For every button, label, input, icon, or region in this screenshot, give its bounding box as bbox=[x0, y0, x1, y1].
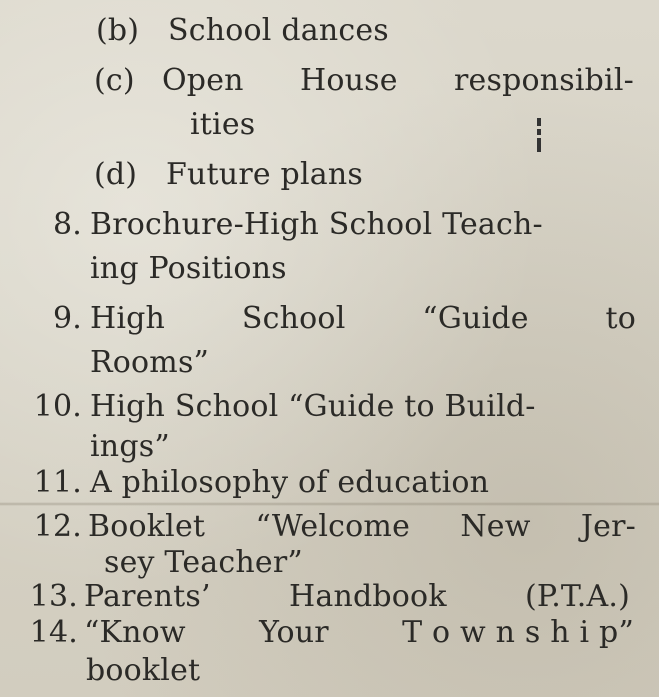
word: to bbox=[605, 301, 636, 336]
item-text-line-1 bbox=[88, 510, 636, 544]
item-number: 8. bbox=[52, 207, 82, 242]
word: New bbox=[460, 509, 531, 544]
item-number: 12. bbox=[33, 509, 82, 544]
paper-fold-line bbox=[0, 502, 659, 506]
item-marker: (b) bbox=[96, 13, 140, 48]
word: Your bbox=[259, 615, 329, 650]
list-item-12 bbox=[0, 510, 659, 580]
item-number: 14. bbox=[29, 615, 78, 650]
word: “Guide bbox=[422, 301, 529, 336]
word: House bbox=[299, 63, 398, 98]
word: Open bbox=[162, 63, 244, 98]
item-text-line-1: High School “Guide to Build- bbox=[90, 389, 536, 424]
item-text-line-1 bbox=[162, 64, 634, 98]
word: Jer- bbox=[580, 509, 636, 544]
item-text-line-2: ities bbox=[190, 107, 256, 142]
list-item-8 bbox=[0, 208, 659, 288]
item-number: 11. bbox=[33, 465, 82, 500]
item-text-line-2: ing Positions bbox=[90, 251, 287, 286]
item-text: School dances bbox=[168, 13, 389, 48]
word: Parents’ bbox=[84, 579, 211, 614]
list-item-c bbox=[94, 64, 634, 144]
item-text-line-2: sey Teacher” bbox=[104, 545, 303, 580]
item-text-line-1 bbox=[84, 580, 630, 614]
word: “Welcome bbox=[255, 509, 411, 544]
item-text-line-1: Brochure-High School Teach- bbox=[90, 207, 543, 242]
word: (P.T.A.) bbox=[524, 579, 630, 614]
word: T o w n s h i p” bbox=[402, 615, 634, 650]
item-marker: (d) bbox=[94, 157, 138, 192]
list-item-14 bbox=[0, 616, 659, 692]
item-number: 10. bbox=[33, 389, 82, 424]
item-text: Future plans bbox=[166, 157, 363, 192]
word: Handbook bbox=[289, 579, 447, 614]
word: responsibil- bbox=[453, 63, 634, 98]
word: Booklet bbox=[88, 509, 206, 544]
item-number: 9. bbox=[52, 301, 82, 336]
item-number: 13. bbox=[29, 579, 78, 614]
item-text-line-1 bbox=[90, 302, 636, 336]
list-item-9 bbox=[0, 302, 659, 382]
word: “Know bbox=[84, 615, 186, 650]
word: High bbox=[90, 301, 166, 336]
item-text-line-2: Rooms” bbox=[90, 345, 210, 380]
item-text: A philosophy of education bbox=[90, 465, 490, 500]
item-text-line-1 bbox=[84, 616, 634, 650]
item-marker: (c) bbox=[94, 63, 135, 98]
item-text-line-2: ings” bbox=[90, 429, 170, 464]
item-text-line-2: booklet bbox=[86, 653, 201, 688]
list-item-10 bbox=[0, 390, 659, 470]
word: School bbox=[241, 301, 346, 336]
